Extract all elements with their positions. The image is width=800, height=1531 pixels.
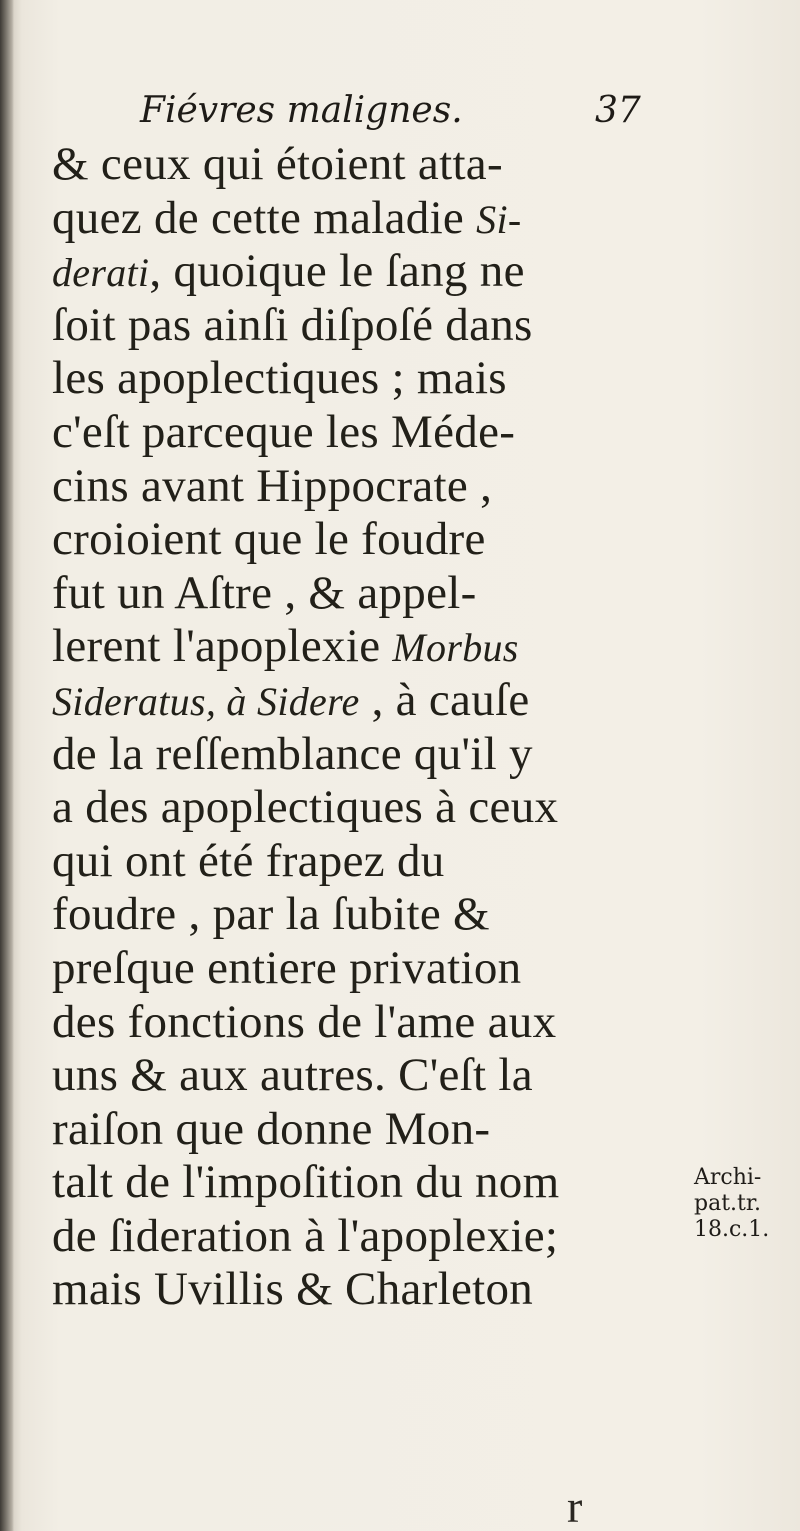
text-line: [52, 192, 692, 246]
text-line: [52, 728, 692, 782]
text-segment: quez de cette maladie: [52, 191, 477, 244]
text-segment: foudre , par la ſubite &: [52, 888, 490, 941]
text-line: [52, 299, 692, 353]
italic-segment: Morbus: [392, 625, 519, 671]
italic-segment: Si-: [476, 196, 522, 242]
text-segment: uns & aux autres. C'eſt la: [52, 1049, 533, 1102]
marginal-note-line: Archi-: [694, 1165, 762, 1190]
text-line: [52, 781, 692, 835]
text-segment: a des apoplectiques à ceux: [52, 781, 559, 834]
text-line: [52, 352, 692, 406]
marginal-note: [694, 1165, 798, 1243]
text-line: [52, 1210, 692, 1264]
text-segment: cins avant Hippocrate ,: [52, 459, 493, 512]
text-segment: lerent l'apoplexie: [52, 620, 393, 673]
text-line: [52, 567, 692, 621]
text-line: [52, 888, 692, 942]
text-segment: talt de l'impoſition du nom: [52, 1156, 560, 1209]
text-segment: fut un Aſtre , & appel-: [52, 566, 477, 619]
text-segment: raiſon que donne Mon-: [52, 1102, 491, 1155]
text-line: [52, 138, 692, 192]
text-segment: qui ont été frapez du: [52, 834, 445, 887]
text-segment: de la reſſemblance qu'il y: [52, 727, 533, 780]
text-line: [52, 674, 692, 728]
marginal-note-line: pat.tr.: [694, 1191, 761, 1216]
text-segment: , à cauſe: [359, 673, 530, 726]
catchword: r: [567, 1481, 583, 1531]
text-segment: des fonctions de l'ame aux: [52, 995, 557, 1048]
text-line: [52, 942, 692, 996]
marginal-note-line: 18.c.1.: [694, 1217, 770, 1242]
text-segment: c'eſt parceque les Méde-: [52, 405, 516, 458]
body-text: [52, 138, 692, 1317]
text-segment: , quoique le ſang ne: [149, 245, 525, 298]
italic-segment: derati: [52, 250, 150, 296]
text-line: [52, 513, 692, 567]
page-number: 37: [595, 90, 641, 131]
text-line: [52, 996, 692, 1050]
text-line: [52, 1263, 692, 1317]
text-line: [52, 1103, 692, 1157]
text-segment: croioient que le foudre: [52, 513, 486, 566]
text-line: [52, 835, 692, 889]
text-line: [52, 406, 692, 460]
running-head: [140, 90, 680, 140]
text-segment: & ceux qui étoient atta-: [52, 138, 503, 190]
running-title: Fiévres malignes.: [140, 90, 463, 131]
text-segment: mais Uvillis & Charleton: [52, 1263, 534, 1316]
text-line: [52, 245, 692, 299]
text-line: [52, 460, 692, 514]
text-segment: preſque entiere privation: [52, 941, 522, 994]
text-line: [52, 620, 692, 674]
text-line: [52, 1156, 692, 1210]
text-segment: de ſideration à l'apoplexie;: [52, 1209, 559, 1262]
text-segment: les apoplectiques ; mais: [52, 352, 507, 405]
page-binding-shadow: [0, 0, 14, 1531]
text-line: [52, 1049, 692, 1103]
italic-segment: Sideratus, à Sidere: [52, 678, 360, 724]
text-segment: ſoit pas ainſi diſpoſé dans: [52, 298, 533, 351]
